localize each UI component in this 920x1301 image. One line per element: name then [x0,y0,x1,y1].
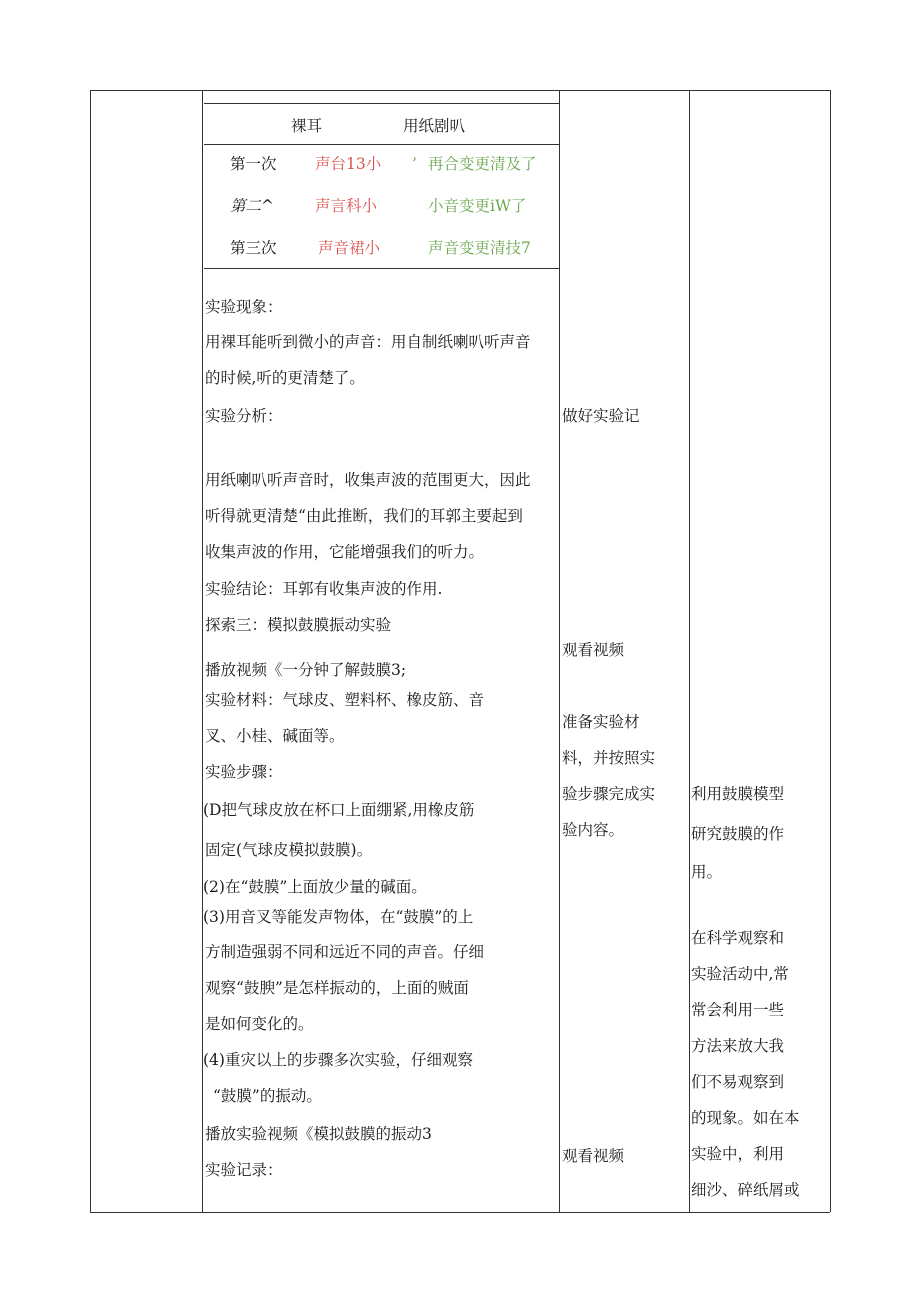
table-left-border [90,90,91,1212]
inner-row-1-bare: 声台13小 [315,155,382,173]
intent-line-10: 实验中，利用 [691,1145,785,1163]
step-3-line-2: 方制造强弱不同和远近不同的声音。仔细 [205,943,485,961]
step-3-line-1: (3)用音叉等能发声物体，在“鼓膜”的上 [203,908,474,926]
student-activity-prepare-3: 验步骤完成实 [562,785,656,803]
intent-line-2: 研究鼓膜的作 [691,825,785,843]
inner-row-2-label: 第二^ [230,197,274,215]
intent-line-3: 用。 [691,863,723,881]
analysis-line-2: 听得就更清楚“由此推断，我们的耳郭主要起到 [205,507,523,525]
phenomenon-line-2: 的时候,听的更清楚了。 [205,369,365,387]
inner-row-3-label: 第三次 [230,239,277,257]
table-bottom-border [90,1212,830,1213]
step-4-line-1: (4)重灾以上的步骤多次实验，仔细观察 [203,1051,473,1069]
explore-three-heading: 探索三：模拟鼓膜振动实验 [205,616,392,634]
intent-line-4: 在科学观察和 [691,929,785,947]
step-3-line-3: 观察“鼓腴”是怎样振动的，上面的贼面 [205,979,469,997]
phenomenon-heading: 实验现象： [205,298,283,316]
student-activity-prepare-4: 验内容。 [562,821,625,839]
col-divider-2 [559,90,560,1212]
intent-line-7: 方法来放大我 [691,1037,785,1055]
step-4-line-2: “鼓膜”的振动。 [213,1087,322,1105]
conclusion-line: 实验结论：耳郭有收集声波的作用. [205,580,443,598]
steps-heading: 实验步骤： [205,763,283,781]
student-activity-prepare-1: 准备实验材 [562,713,640,731]
intent-line-6: 常会利用一些 [691,1001,785,1019]
materials-line-2: 叉、小桂、碱面等。 [205,727,345,745]
intent-line-1: 利用鼓膜模型 [691,785,785,803]
inner-row-3-horn: 声音变更清技7 [428,239,531,257]
analysis-line-3: 收集声波的作用，它能增强我们的听力。 [205,543,485,561]
table-top-border [90,90,830,91]
inner-table-top [204,103,559,104]
inner-row-2-bare: 声言科小 [315,197,378,215]
intent-line-11: 细沙、碎纸屑或 [691,1181,800,1199]
intent-line-5: 实验活动中,常 [691,965,789,983]
col-divider-3 [689,90,690,1212]
step-1-line-1: (D把气球皮放在杯口上面绷紧,用橡皮筋 [203,801,475,819]
student-activity-prepare-2: 料，并按照实 [562,749,656,767]
inner-row-3-bare: 声音裙小 [318,239,381,257]
inner-header-paper-horn: 用纸剧叭 [403,117,466,135]
step-2-line: (2)在“鼓膜”上面放少量的碱面。 [203,878,427,896]
student-activity-watch-2: 观看视频 [562,1147,625,1165]
inner-row-1-label: 第一次 [230,155,277,173]
intent-line-9: 的现象。如在本 [691,1109,800,1127]
inner-row-1-mark: ’ [412,155,417,173]
step-1-line-2: 固定(气球皮模拟鼓膜)。 [205,841,373,859]
analysis-line-1: 用纸喇叭听声音时，收集声波的范围更大，因此 [205,471,531,489]
inner-row-2-horn: 小音变更iW了 [428,197,527,215]
materials-line-1: 实验材料：气球皮、塑料杯、橡皮筋、音 [205,691,485,709]
student-activity-record: 做好实验记 [562,407,640,425]
phenomenon-line-1: 用裸耳能听到微小的声音：用自制纸喇叭听声音 [205,333,531,351]
col-divider-1 [202,90,203,1212]
table-right-border [830,90,831,1212]
intent-line-8: 们不易观察到 [691,1073,785,1091]
inner-row-1-horn: 再合变更清及了 [428,155,537,173]
inner-table-bottom [204,268,559,269]
step-3-line-4: 是如何变化的。 [205,1015,314,1033]
student-activity-watch-1: 观看视频 [562,641,625,659]
play-video-line: 播放视频《一分钟了解鼓膜3; [205,661,407,679]
record-heading: 实验记录： [205,1161,283,1179]
analysis-heading: 实验分析： [205,407,283,425]
inner-table-header-divider [204,144,559,145]
play-experiment-video-line: 播放实验视频《模拟鼓膜的振动3 [205,1125,432,1143]
inner-header-bare-ear: 裸耳 [291,117,323,135]
